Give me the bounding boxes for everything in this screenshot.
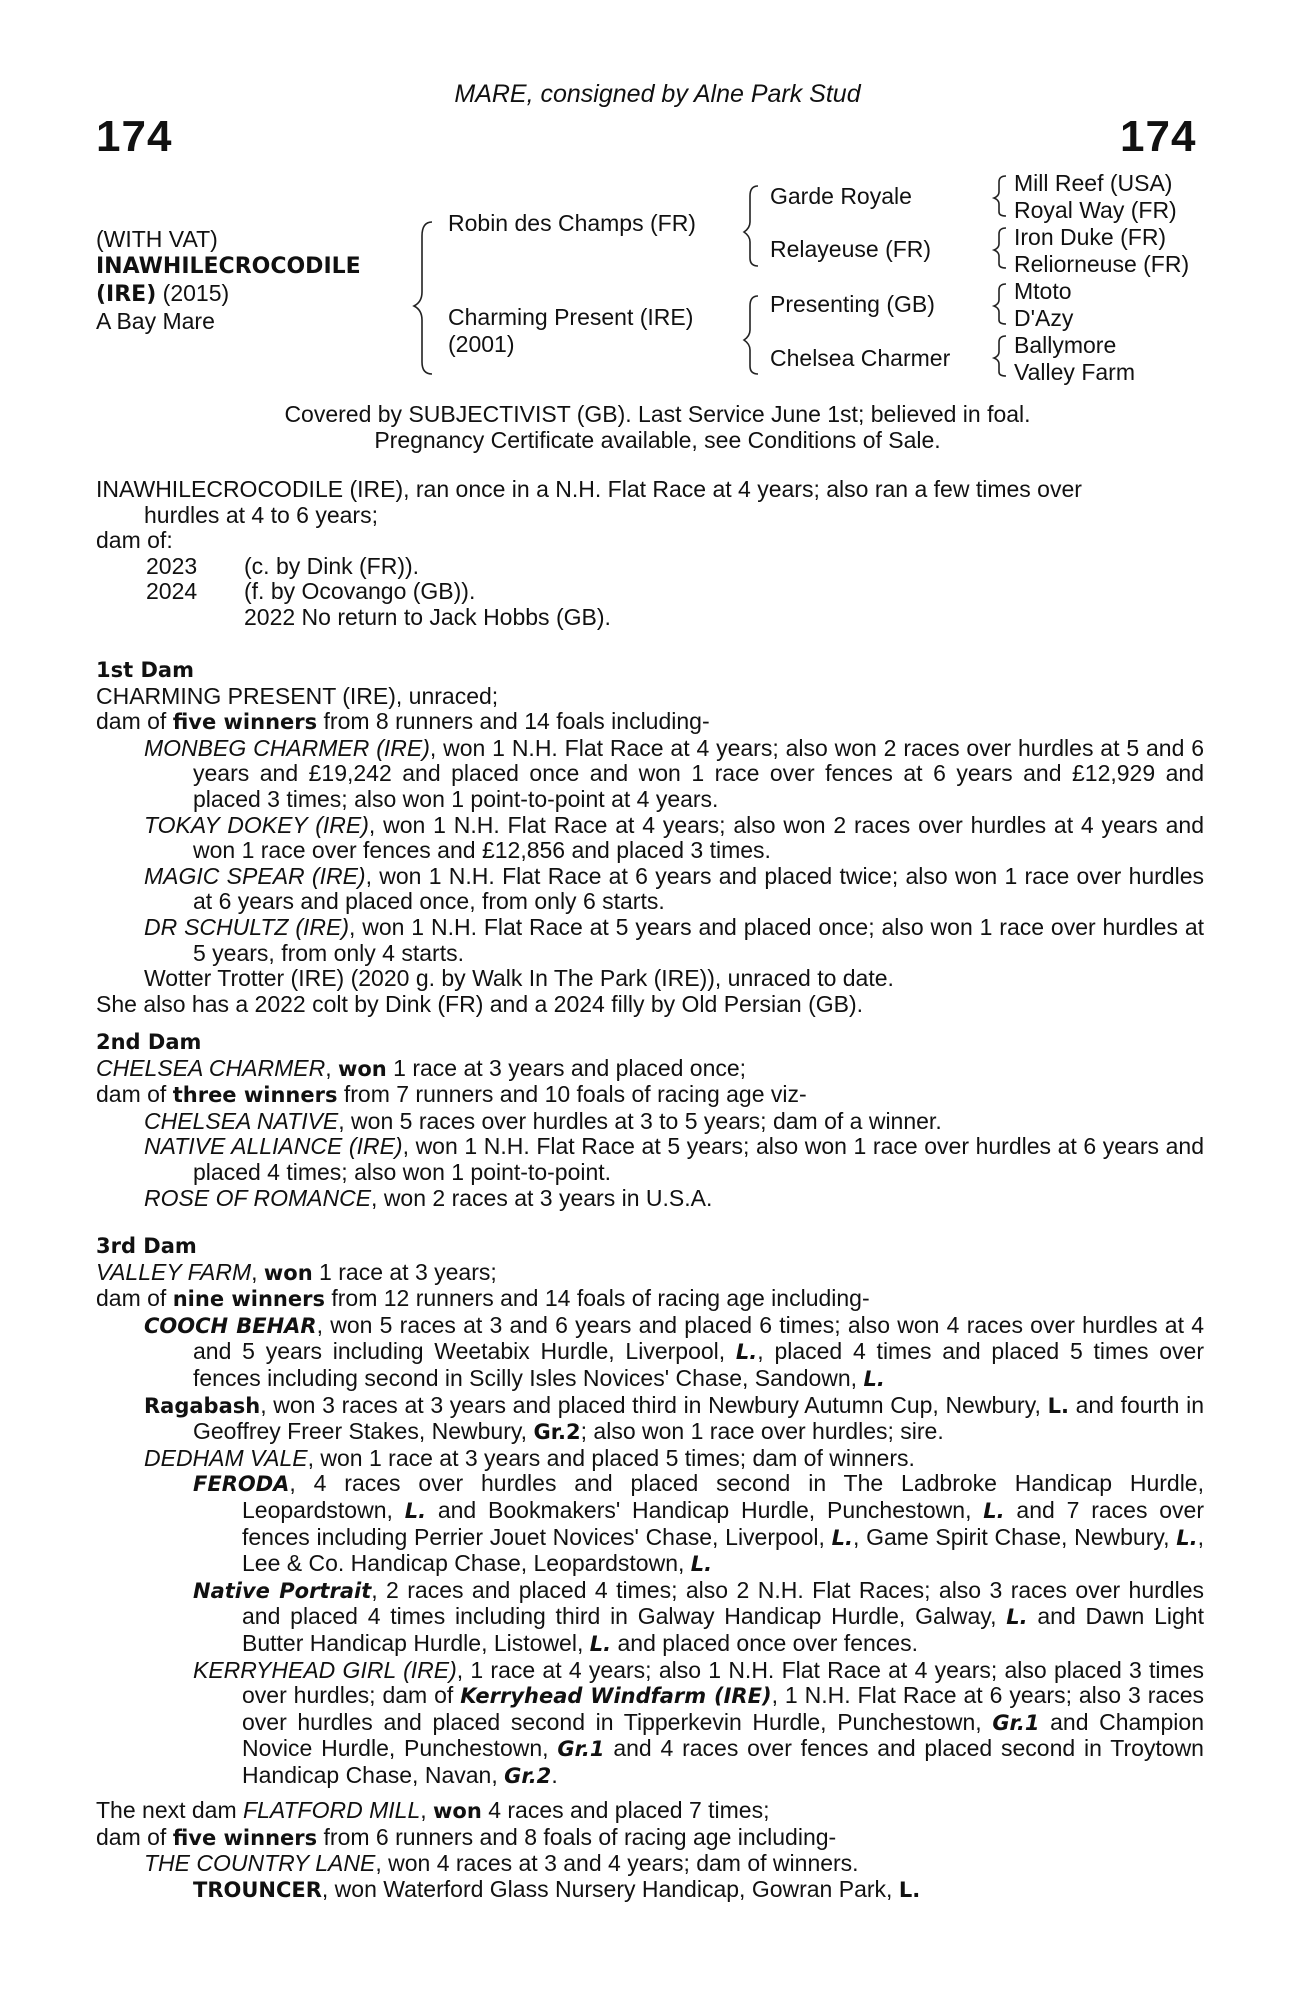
first-dam-section: [96, 658, 1204, 1017]
produce-detail: (f. by Ocovango (GB)).: [244, 578, 476, 605]
progeny-name: NATIVE ALLIANCE (IRE): [144, 1133, 403, 1160]
horse-origin: (IRE): [96, 282, 157, 307]
produce-detail: 2022 No return to Jack Hobbs (GB).: [244, 603, 611, 630]
first-dam-heading: 1st Dam: [96, 658, 194, 682]
first-dam-line2: dam of five winners from 8 runners and 14 foals including-: [96, 708, 710, 735]
pedigree-brace-dam: [744, 296, 758, 374]
pedigree-dss: Mtoto: [1014, 278, 1072, 304]
progeny-name: CHELSEA NATIVE: [144, 1107, 339, 1134]
third-dam-section: [96, 1234, 1204, 1789]
pedigree-dam: [448, 304, 693, 358]
pedigree-sss: Mill Reef (USA): [1014, 170, 1173, 196]
next-dam-section: [96, 1798, 1204, 1903]
progeny-name: TOKAY DOKEY (IRE): [144, 811, 369, 838]
produce-detail: (c. by Dink (FR)).: [244, 552, 420, 579]
intro-dam-of: dam of:: [96, 527, 173, 554]
pedigree-dam-sire: Presenting (GB): [770, 291, 935, 317]
produce-row: [96, 579, 1204, 605]
horse-year: (2015): [156, 280, 230, 306]
first-dam-line3: She also has a 2022 colt by Dink (FR) and a 2024 filly by Old Persian (GB).: [96, 990, 864, 1017]
progeny-name: KERRYHEAD GIRL (IRE): [193, 1656, 457, 1683]
progeny-name: MAGIC SPEAR (IRE): [144, 862, 366, 889]
produce-year: 2023: [146, 552, 198, 579]
grand-progeny-entry: Native Portrait, 2 races and placed 4 times; also 2 N.H. Flat Races; also 3 races over hurdles and placed 4 times including third in Galway Handicap Hurdle, Galway, L. and Dawn Light Butter Handicap Hurdle, Listowel, L. and placed once over fences.: [193, 1576, 1204, 1656]
pedigree-dam-dam: Chelsea Charmer: [770, 345, 951, 371]
progeny-entry: DR SCHULTZ (IRE), won 1 N.H. Flat Race at 5 years and placed once; also won 1 race over hurdles at 5 years, from only 4 starts.: [144, 913, 1205, 966]
progeny-entry: ROSE OF ROMANCE, won 2 races at 3 years in U.S.A.: [144, 1184, 713, 1211]
progeny-name: FERODA: [193, 1472, 290, 1497]
progeny-name: THE COUNTRY LANE: [144, 1850, 376, 1877]
pedigree-sds: Iron Duke (FR): [1014, 224, 1167, 250]
progeny-name: MONBEG CHARMER (IRE): [144, 734, 430, 761]
produce-year: 2024: [146, 578, 198, 605]
covering-line2: Pregnancy Certificate available, see Conditions of Sale.: [374, 426, 941, 453]
pedigree-brace-main: [414, 222, 432, 374]
progeny-entry: NATIVE ALLIANCE (IRE), won 1 N.H. Flat Race at 5 years; also won 1 race over hurdles at 6 years and placed 4 times; also won 1 point-to-point.: [144, 1133, 1204, 1185]
progeny-entry: COOCH BEHAR, won 5 races at 3 and 6 years and placed 6 times; also won 4 races over hurdles at 4 and 5 years including Weetabix Hurdle, Liverpool, L., placed 4 times and placed 5 times over fences including second in Scilly Isles Novices' Chase, Sandown, L.: [144, 1311, 1205, 1391]
first-dam-line1: CHARMING PRESENT (IRE), unraced;: [96, 682, 499, 709]
pedigree-brace-sire: [744, 186, 758, 266]
pedigree-dam-year: (2001): [448, 331, 515, 357]
second-dam-line1: CHELSEA CHARMER, won 1 race at 3 years and placed once;: [96, 1054, 747, 1081]
progeny-entry: DEDHAM VALE, won 1 race at 3 years and placed 5 times; dam of winners.: [144, 1444, 915, 1471]
progeny-entry: TOKAY DOKEY (IRE), won 1 N.H. Flat Race at 4 years; also won 2 races over hurdles at 4 years and won 1 race over fences and £12,856 and placed 3 times.: [144, 811, 1204, 864]
pedigree-dam-name: Charming Present (IRE): [448, 304, 694, 330]
pedigree-ddd: Valley Farm: [1014, 359, 1135, 385]
produce-row: [96, 605, 1204, 631]
winners-count: nine winners: [172, 1287, 325, 1312]
lot-number-left: 174: [96, 112, 173, 161]
pedigree-sdd: Reliorneuse (FR): [1014, 251, 1190, 277]
winners-count: five winners: [172, 1825, 318, 1850]
vat-label: (WITH VAT): [96, 226, 218, 252]
pedigree-sire-dam: Relayeuse (FR): [770, 236, 932, 262]
progeny-entry: MAGIC SPEAR (IRE), won 1 N.H. Flat Race at 6 years and placed twice; also won 1 race over hurdles at 6 years and placed once, from only 6 starts.: [144, 862, 1205, 915]
progeny-name: Ragabash: [144, 1393, 261, 1418]
next-dam-line2: dam of five winners from 6 runners and 8 foals of racing age including-: [96, 1823, 837, 1850]
pedigree-sire: Robin des Champs (FR): [448, 210, 696, 236]
horse-colour: A Bay Mare: [96, 308, 215, 334]
progeny-name: COOCH BEHAR: [144, 1313, 317, 1338]
second-dam-section: [96, 1030, 1204, 1211]
pedigree-ssd: Royal Way (FR): [1014, 197, 1177, 223]
progeny-entry: CHELSEA NATIVE, won 5 races over hurdles at 3 to 5 years; dam of a winner.: [144, 1107, 942, 1134]
winners-count: five winners: [172, 710, 318, 735]
intro-line2: hurdles at 4 to 6 years;: [144, 501, 378, 528]
grand-progeny-entry: KERRYHEAD GIRL (IRE), 1 race at 4 years; also 1 N.H. Flat Race at 4 years; also placed 3 times over hurdles; dam of Kerryhead Windfarm (IRE), 1 N.H. Flat Race at 6 years; also 3 races over hurdles and placed second in Tipperkevin Hurdle, Punchestown, Gr.1 and Champion Novice Hurdle, Punchestown, Gr.1 and 4 races over fences and placed second in Troytown Handicap Chase, Navan, Gr.2.: [193, 1656, 1204, 1788]
third-dam-line2: dam of nine winners from 12 runners and 14 foals of racing age including-: [96, 1285, 870, 1312]
lot-description: MARE, consigned by Alne Park Stud: [454, 80, 861, 108]
pedigree-dsd: D'Azy: [1014, 305, 1074, 331]
progeny-name: ROSE OF ROMANCE: [144, 1184, 372, 1211]
produce-record: [96, 477, 1204, 631]
grand-progeny-entry: TROUNCER, won Waterford Glass Nursery Handicap, Gowran Park, L.: [193, 1875, 921, 1902]
progeny-entry: THE COUNTRY LANE, won 4 races at 3 and 4 years; dam of winners.: [144, 1850, 859, 1877]
produce-row: [96, 554, 1204, 580]
horse-name: INAWHILECROCODILE: [96, 254, 361, 279]
lot-number-right: 174: [1120, 112, 1197, 161]
intro-line1: INAWHILECROCODILE (IRE), ran once in a N.H. Flat Race at 4 years; also ran a few times over: [96, 476, 1082, 502]
winners-count: three winners: [172, 1083, 338, 1108]
progeny-name: DEDHAM VALE: [144, 1444, 308, 1471]
pedigree-sire-sire: Garde Royale: [770, 183, 912, 209]
pedigree-dds: Ballymore: [1014, 332, 1117, 358]
second-dam-line2: dam of three winners from 7 runners and 10 foals of racing age viz-: [96, 1081, 807, 1108]
progeny-name: Native Portrait: [193, 1578, 372, 1603]
progeny-name: TROUNCER: [193, 1877, 322, 1902]
third-dam-line1: VALLEY FARM, won 1 race at 3 years;: [96, 1258, 497, 1285]
progeny-name: DR SCHULTZ (IRE): [144, 913, 349, 940]
progeny-entry: MONBEG CHARMER (IRE), won 1 N.H. Flat Race at 4 years; also won 2 races over hurdles at 5 and 6 years and £19,242 and placed once and won 1 race over fences at 6 years and £12,929 and placed 3 times; also won 1 point-to-point at 4 years.: [144, 734, 1205, 812]
third-dam-heading: 3rd Dam: [96, 1234, 197, 1258]
second-dam-heading: 2nd Dam: [96, 1030, 202, 1054]
progeny-entry: Ragabash, won 3 races at 3 years and placed third in Newbury Autumn Cup, Newbury, L. and fourth in Geoffrey Freer Stakes, Newbury, Gr.2; also won 1 race over hurdles; sire.: [144, 1391, 1205, 1445]
covering-line1: Covered by SUBJECTIVIST (GB). Last Service June 1st; believed in foal.: [284, 401, 1031, 427]
grand-progeny-entry: FERODA, 4 races over hurdles and placed second in The Ladbroke Handicap Hurdle, Leopardstown, L. and Bookmakers' Handicap Hurdle, Punchestown, L. and 7 races over fences including Perrier Jouet Novices' Chase, Liverpool, L., Game Spirit Chase, Newbury, L., Lee & Co. Handicap Chase, Leopardstown, L.: [193, 1470, 1205, 1577]
covering-info: [0, 402, 1315, 453]
progeny-entry: Wotter Trotter (IRE) (2020 g. by Walk In The Park (IRE)), unraced to date.: [144, 965, 894, 992]
next-dam-line1: The next dam FLATFORD MILL, won 4 races and placed 7 times;: [96, 1797, 770, 1823]
